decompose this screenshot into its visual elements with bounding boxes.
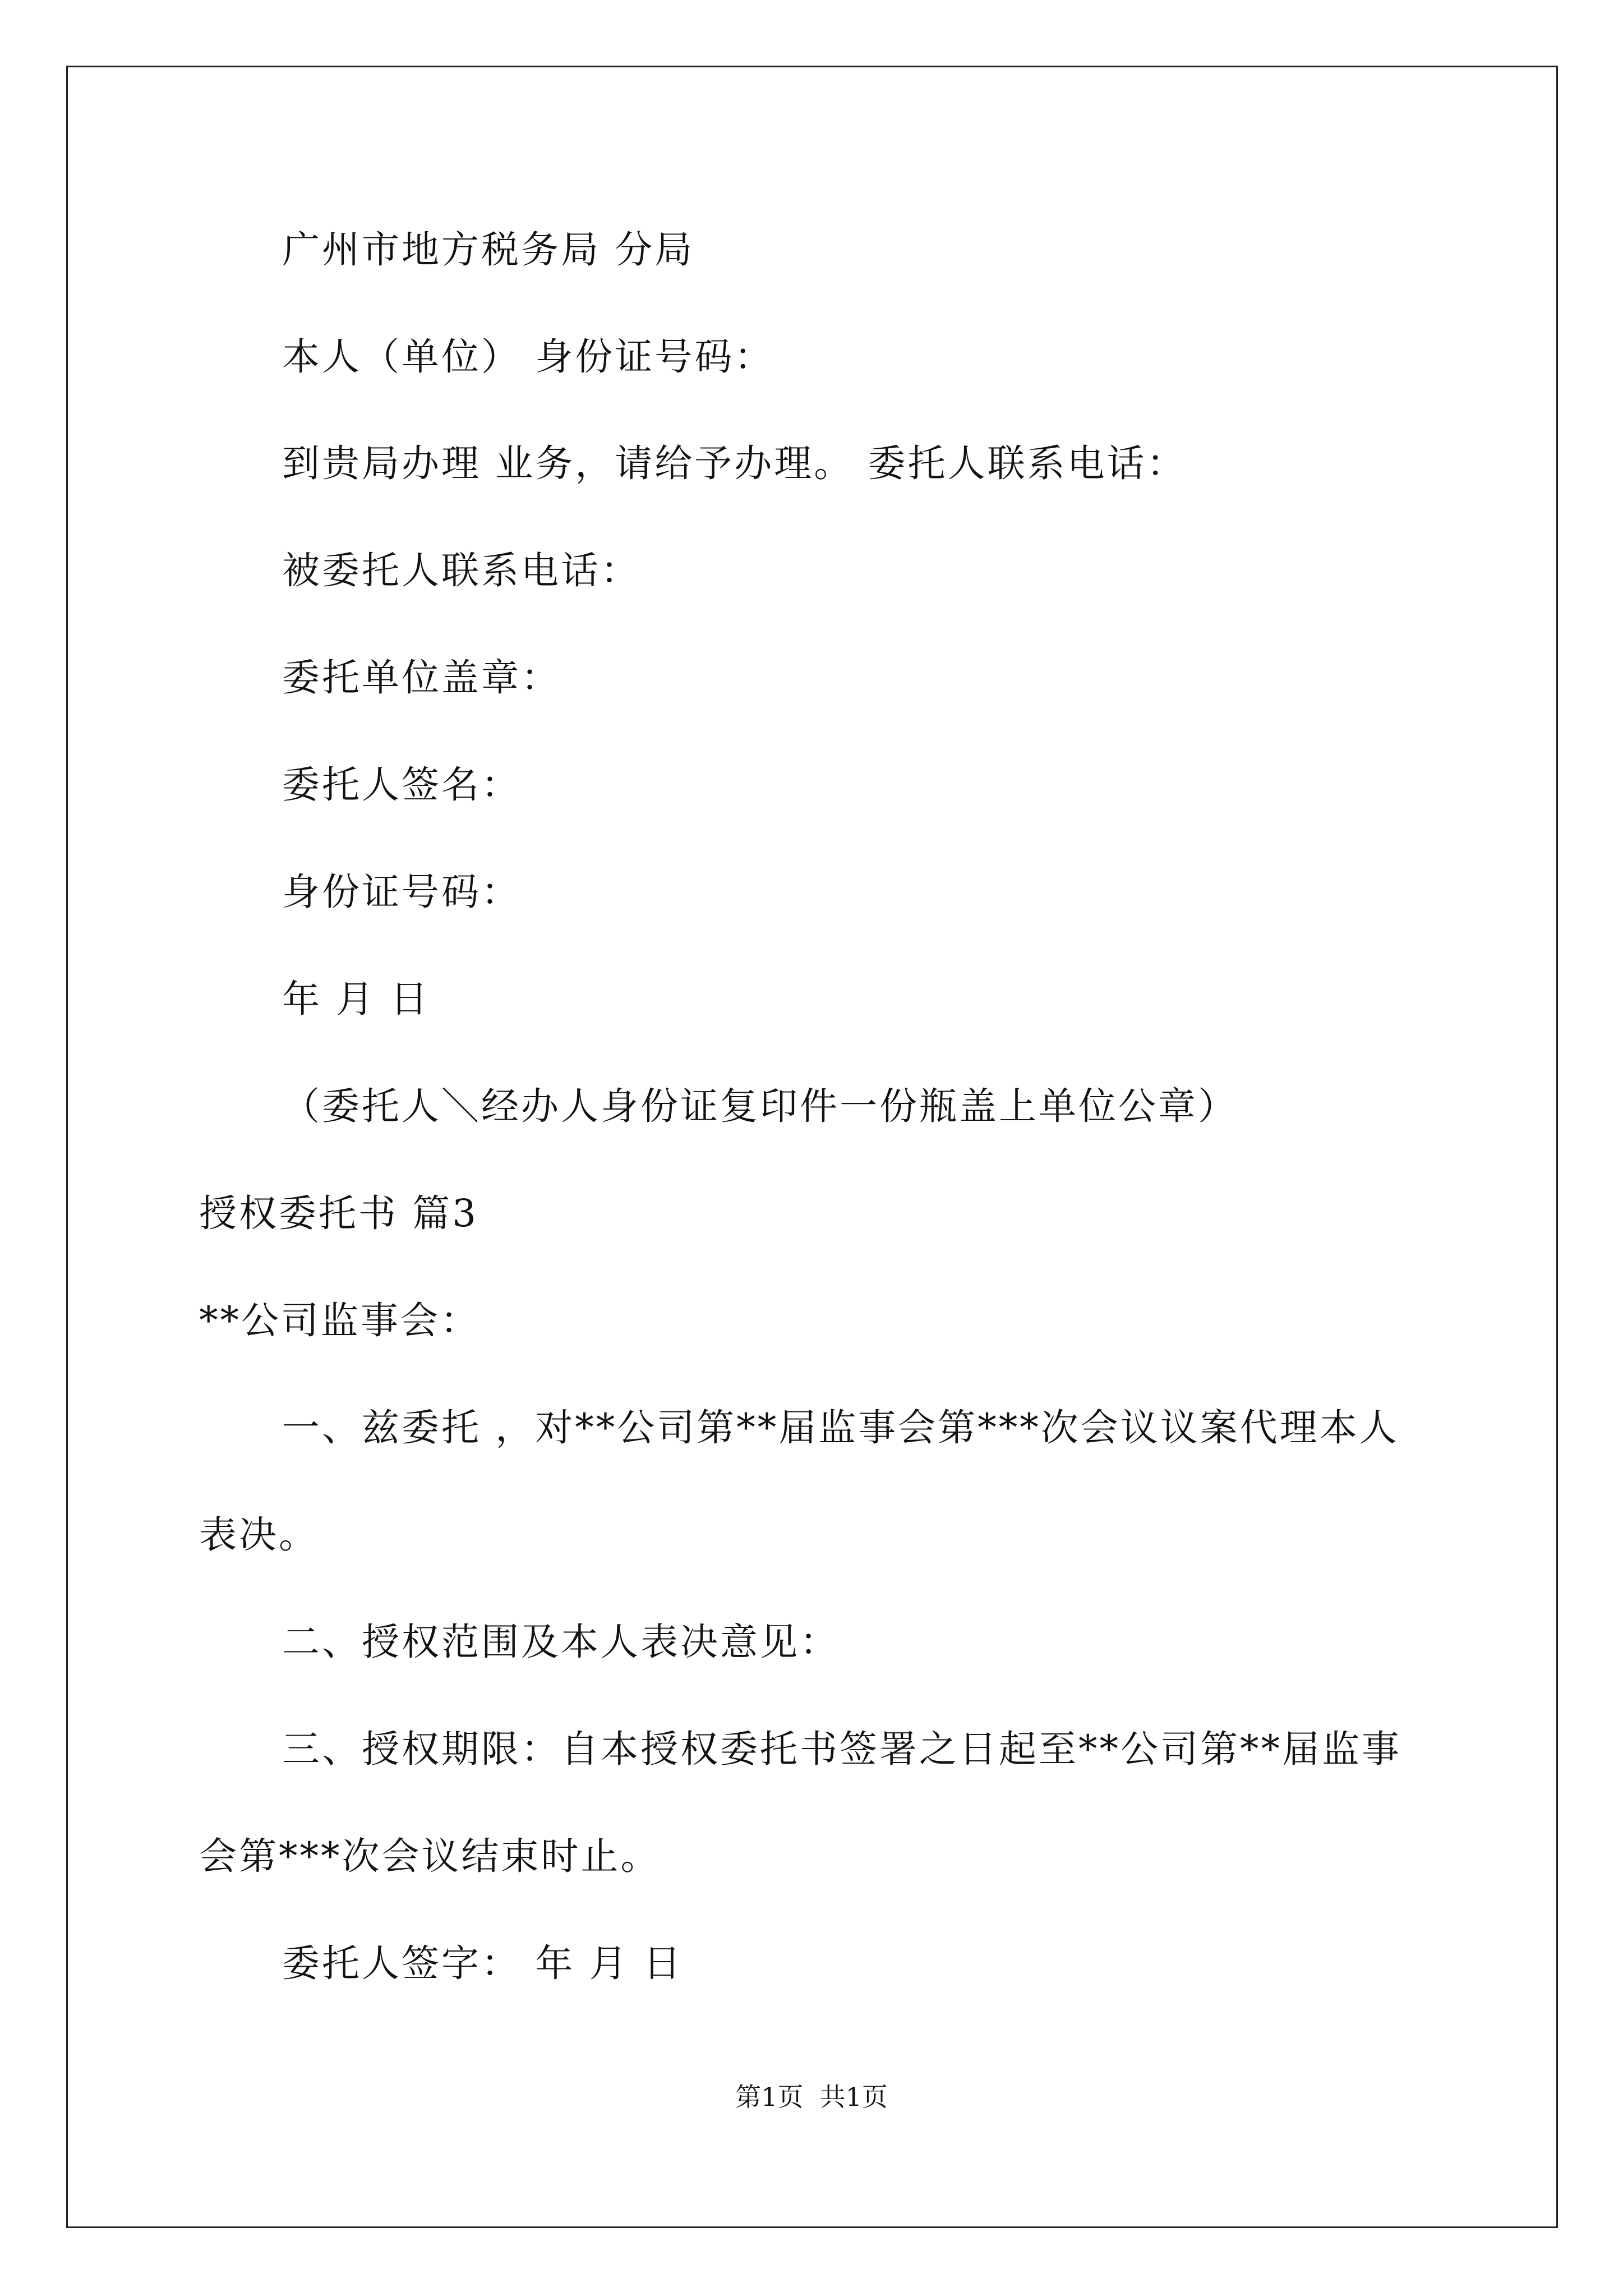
clause-three-line: 三、授权期限：自本授权委托书签署之日起至**公司第**届监事 xyxy=(282,1727,1401,1771)
signature-date-line: 委托人签字： 年 月 日 xyxy=(282,1941,683,1985)
recipient-line: 广州市地方税务局 分局 xyxy=(282,228,695,272)
attachment-note-line: （委托人＼经办人身份证复印件一份瓶盖上单位公章） xyxy=(282,1084,1238,1128)
id-number-line: 身份证号码： xyxy=(282,870,521,914)
page-footer: 第1页 共1页 xyxy=(735,2082,888,2112)
section-heading: 授权委托书 篇3 xyxy=(199,1191,478,1235)
clause-three-continuation: 会第***次会议结束时止。 xyxy=(199,1834,661,1878)
unit-seal-line: 委托单位盖章： xyxy=(282,656,561,700)
clause-two-line: 二、授权范围及本人表决意见： xyxy=(282,1620,840,1664)
business-request-line: 到贵局办理 业务，请给予办理。 委托人联系电话： xyxy=(282,441,1187,485)
principal-id-line: 本人（单位） 身份证号码： xyxy=(282,335,774,379)
clause-one-continuation: 表决。 xyxy=(199,1513,319,1557)
page-frame xyxy=(66,66,1558,2228)
addressee-line: **公司监事会： xyxy=(199,1299,480,1342)
date-line: 年 月 日 xyxy=(282,977,430,1021)
principal-signature-line: 委托人签名： xyxy=(282,763,521,807)
agent-phone-line: 被委托人联系电话： xyxy=(282,549,640,592)
clause-one-line: 一、兹委托 ，对**公司第**届监事会第***次会议议案代理本人 xyxy=(282,1406,1399,1450)
